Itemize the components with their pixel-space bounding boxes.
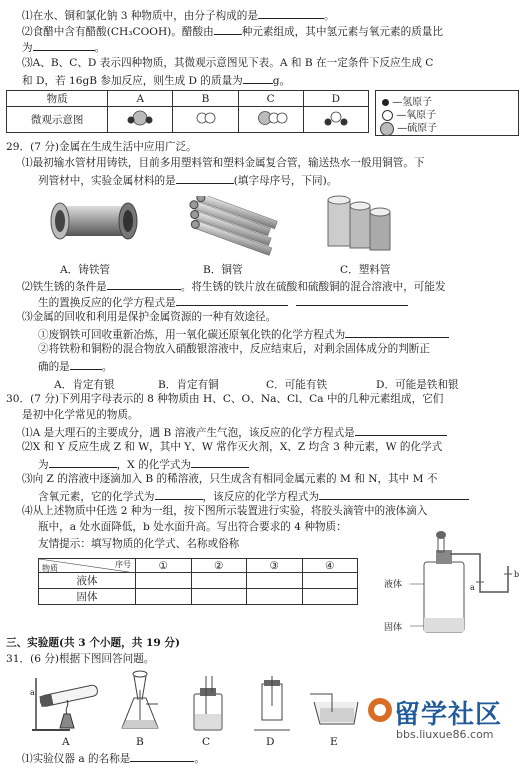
q29-2-text-b: 。将生锈的铁片放在硫酸和硫酸铜的混合溶液中，可能发 — [180, 281, 446, 293]
q28-3-text: ⑶A、B、C、D 表示四种物质，其微观示意图见下表。A 和 B 在一定条件下反应生成 C — [22, 57, 434, 69]
watermark-title: 留学社区 — [394, 700, 503, 730]
molecule-c-cell — [238, 107, 303, 133]
instrument-a-label: a — [30, 688, 35, 697]
punct: 。 — [101, 361, 113, 373]
q30-3b-text-b: ，该反应的化学方程式为 — [202, 491, 320, 503]
punct: 。 — [323, 10, 335, 22]
table-header-left: 物质 — [42, 564, 58, 573]
answer-blank[interactable] — [296, 295, 408, 306]
table-row-label: 液体 — [39, 573, 136, 589]
q29-3c-text: 确的是 — [38, 361, 70, 373]
q28-2b-text: 为 — [22, 42, 33, 54]
q28-1-text: ⑴在水、铜和氯化钠 3 种物质中，由分子构成的是 — [22, 10, 258, 22]
q28-2b-line — [22, 40, 105, 55]
q29-3b-line: ②将铁粉和铜粉的混合物放入硝酸银溶液中，反应结束后，对剩余固体成分的判断正 — [38, 343, 430, 355]
answer-cell[interactable] — [136, 589, 192, 605]
q29-2b-line — [38, 295, 408, 310]
q28-2-line — [22, 24, 443, 39]
q30-3-line: ⑶向 Z 的溶液中逐滴加入 B 的稀溶液，只生成含有相同金属元素的 M 和 N，其中 M 不 — [22, 473, 438, 485]
q30-4-line: ⑷从上述物质中任选 2 种为一组，按下图所示装置进行实验，将胶头滴管中的液体滴入 — [22, 505, 428, 517]
molecule-c-icon — [251, 108, 291, 128]
answer-cell[interactable] — [302, 573, 358, 589]
answer-blank[interactable] — [49, 457, 117, 468]
q29-1b-text: 列管材中，实验金属材料的是 — [38, 175, 176, 187]
choice-d[interactable]: D．可能是铁和银 — [376, 379, 459, 391]
table-header-right: 序号 — [115, 560, 131, 569]
apparatus-d-collection-icon — [250, 676, 294, 734]
site-logo-icon — [366, 696, 394, 724]
fig31-label-a: A — [62, 736, 70, 748]
q28-2-text-b: 种元素组成，其中氢元素与氧元素的质量比 — [241, 26, 443, 38]
table-header: B — [173, 91, 238, 107]
answer-blank[interactable] — [345, 327, 449, 338]
unit-text: g。 — [272, 75, 291, 87]
copper-pipe-image — [183, 196, 281, 256]
q30-2b-text: 为 — [38, 459, 49, 471]
q29-3a-line — [38, 327, 449, 342]
choice-c[interactable]: C．可能有铁 — [266, 379, 328, 391]
legend-s — [380, 119, 437, 136]
q28-1-line — [22, 8, 335, 23]
liquid-label: 液体 — [384, 580, 403, 590]
punct: 。 — [194, 753, 205, 765]
legend-h-label: —氢原子 — [392, 97, 433, 108]
answer-cell[interactable] — [247, 589, 303, 605]
apparatus-c-bottle-icon — [186, 676, 230, 734]
apparatus-e-trough-icon — [310, 688, 360, 732]
section-3-heading: 三、实验题(共 3 个小题，共 19 分) — [6, 637, 181, 649]
watermark-url: bbs.liuxue86.com — [396, 728, 494, 741]
q30-1-line — [22, 425, 447, 440]
atom-legend — [375, 90, 519, 136]
q30-2b-line — [38, 457, 249, 472]
answer-blank[interactable] — [319, 489, 469, 500]
answer-blank[interactable] — [191, 457, 249, 468]
molecule-b-cell — [173, 107, 238, 133]
answer-blank[interactable] — [176, 173, 234, 184]
q30-intro: 是初中化学常见的物质。 — [22, 409, 139, 421]
q28-3b-text: 和 D，若 16gB 参加反应，则生成 D 的质量为 — [22, 75, 243, 87]
q30-answer-table — [38, 558, 358, 605]
fig31-label-c: C — [202, 736, 211, 748]
q29-3c-line — [38, 359, 112, 374]
solid-label: 固体 — [384, 623, 403, 633]
answer-blank[interactable] — [130, 751, 194, 762]
q30-2-line: ⑵X 和 Y 反应生成 Z 和 W，其中 Y、W 常作灭火剂，X、Z 均含 3 种元素，W 的化学式 — [22, 441, 443, 453]
molecule-b-icon — [186, 108, 226, 128]
q29-2-text: ⑵铁生锈的条件是 — [22, 281, 107, 293]
q29-2-line — [22, 279, 446, 294]
answer-cell[interactable] — [191, 573, 247, 589]
table-header: C — [238, 91, 303, 107]
micro-diagram-table — [6, 90, 369, 133]
answer-cell[interactable] — [247, 573, 303, 589]
answer-blank[interactable] — [70, 359, 102, 370]
q28-3-line — [22, 57, 433, 70]
answer-cell[interactable] — [191, 589, 247, 605]
answer-cell[interactable] — [136, 573, 192, 589]
fig31-label-e: E — [330, 736, 338, 748]
answer-blank[interactable] — [33, 40, 95, 51]
answer-blank[interactable] — [155, 489, 203, 500]
q30-3b-line — [38, 489, 469, 504]
answer-blank[interactable] — [355, 425, 447, 436]
q29-2b-text: 生的置换反应的化学方程式是 — [38, 297, 176, 309]
q30-2b-text-b: ，X 的化学式为 — [116, 459, 192, 471]
q29-3-line: ⑶金属的回收和利用是保护金属资源的一种有效途径。 — [22, 311, 277, 323]
choice-b[interactable]: B．肯定有铜 — [158, 379, 219, 391]
q30-hint: 友情提示：填写物质的化学式、名称或俗称 — [38, 538, 240, 550]
q30-4b-line: 瓶中，a 处水面降低，b 处水面升高。写出符合要求的 4 种物质： — [38, 521, 347, 533]
answer-blank[interactable] — [258, 8, 324, 19]
q29-1b-hint: (填字母序号，下同)。 — [233, 175, 338, 187]
q30-1-text: ⑴A 是大理石的主要成分，遇 B 溶液产生气泡，该反应的化学方程式是 — [22, 427, 355, 439]
punct: 。 — [94, 42, 106, 54]
table-col-header: ② — [191, 559, 247, 573]
table-row-label: 固体 — [39, 589, 136, 605]
answer-cell[interactable] — [302, 589, 358, 605]
hydrogen-atom-icon — [382, 99, 389, 106]
q28-3b-line — [22, 73, 290, 88]
molecule-a-cell — [108, 107, 173, 133]
table-header: 物质 — [7, 91, 108, 107]
pipe-a-label: A．铸铁管 — [60, 264, 111, 276]
q29-1b-line — [38, 173, 337, 188]
molecule-a-icon — [120, 108, 160, 128]
pipe-b-label: B．铜管 — [203, 264, 243, 276]
fig31-label-b: B — [136, 736, 144, 748]
q31-1-text: ⑴实验仪器 a 的名称是 — [22, 753, 131, 765]
fig31-label-d: D — [266, 736, 275, 748]
cast-iron-pipe-image — [44, 196, 146, 252]
q29-1-line: ⑴最初输水管材用铸铁，目前多用塑料管和塑料金属复合管，输送热水一般用铜管。下 — [22, 157, 425, 169]
q29-3a-text: ①废钢铁可回收重新冶炼，用一氧化碳还原氧化铁的化学方程式为 — [38, 329, 346, 341]
q31-1-line — [22, 751, 205, 766]
answer-blank[interactable] — [107, 279, 181, 290]
q29-title: 29．(7 分)金属在生成生活中应用广泛。 — [6, 141, 197, 153]
legend-o-label: —氧原子 — [396, 110, 437, 121]
table-header: A — [108, 91, 173, 107]
molecule-d-icon — [316, 108, 356, 128]
plastic-pipe-image — [320, 192, 396, 256]
molecule-d-cell — [303, 107, 368, 133]
apparatus-a-label: a — [470, 583, 475, 592]
q28-2-text: ⑵食醋中含有醋酸(CH₃COOH)。醋酸由 — [22, 26, 214, 38]
sulfur-atom-icon — [380, 122, 394, 136]
answer-blank[interactable] — [214, 24, 242, 35]
table-row-label: 微观示意图 — [7, 107, 108, 133]
apparatus-b-flask-icon — [118, 670, 162, 734]
table-col-header: ④ — [302, 559, 358, 573]
q30-title: 30．(7 分)下列用字母表示的 8 种物质由 H、C、O、Na、Cl、Ca 中的几种元素组成，它们 — [6, 393, 444, 405]
apparatus-a-heating-tube-icon — [20, 670, 110, 734]
table-header: D — [303, 91, 368, 107]
choice-a[interactable]: A．肯定有银 — [54, 379, 115, 391]
diagonal-header-cell — [39, 559, 136, 573]
pipe-c-label: C．塑料管 — [340, 264, 391, 276]
answer-blank[interactable] — [176, 295, 288, 306]
table-col-header: ① — [136, 559, 192, 573]
answer-blank[interactable] — [243, 73, 273, 84]
q30-3b-text: 含氧元素，它的化学式为 — [38, 491, 155, 503]
apparatus-b-label: b — [514, 570, 520, 579]
table-col-header: ③ — [247, 559, 303, 573]
legend-s-label: —硫原子 — [397, 123, 438, 134]
q31-title: 31．(6 分)根据下图回答问题。 — [6, 653, 155, 665]
